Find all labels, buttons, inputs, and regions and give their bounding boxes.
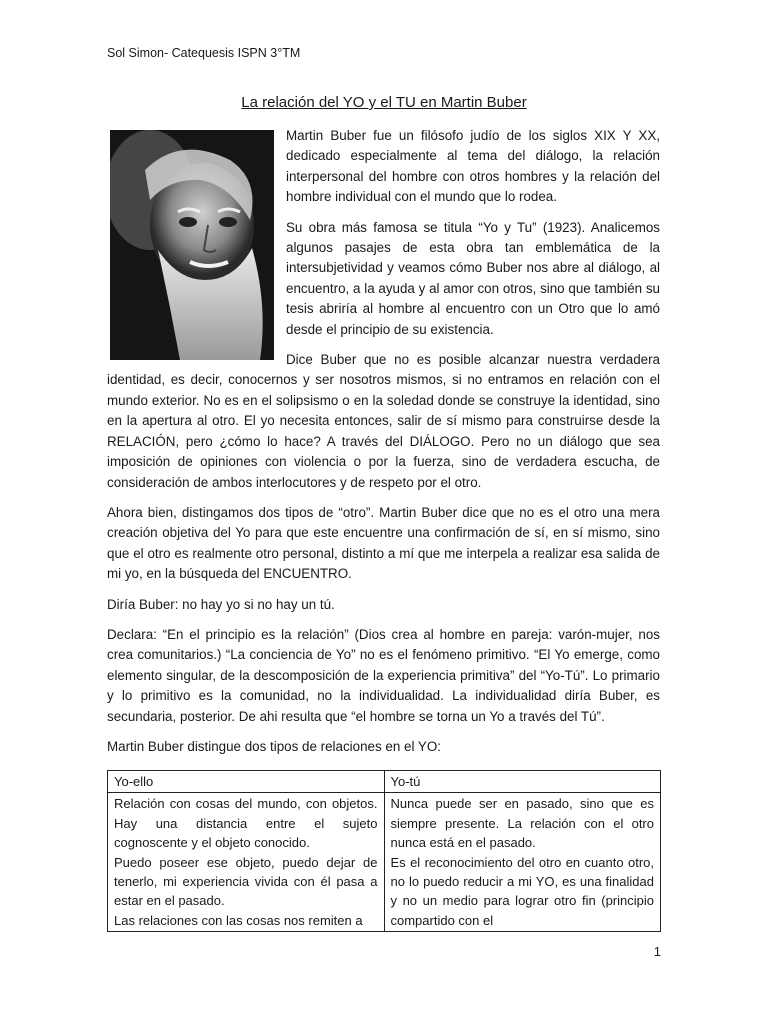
cell-text: Puedo poseer ese objeto, puedo dejar de tenerlo, mi experiencia vivida con él pasa a estar en el pasado. (114, 854, 378, 909)
paragraph: Martin Buber distingue dos tipos de relaciones en el YO: (107, 738, 441, 754)
paragraph: Dice Buber que no es posible alcanzar nuestra verdadera identidad, es decir, conocernos y ser nosotros mismos, si no entramos en relación con el mundo exterior. No es en el solipsismo o en la soledad donde se construye la identidad, sino en la apertura al otro. El yo necesita entonces, salir de sí mismo para construirse desde la RELACIÓN, pero ¿cómo lo hace? A través del DIÁLOGO. Pero no un diálogo que sea imposición de opiniones con violencia o por la fuerza, sino de verdadera escucha, de consideración de ambos interlocutores y de respeto por el otro. (107, 352, 660, 490)
table-row (108, 793, 661, 932)
table-cell-yo-tu (384, 793, 661, 932)
cell-text: Las relaciones con las cosas nos remiten a (114, 912, 363, 928)
table-header-yo-tu: Yo-tú (384, 771, 661, 793)
paragraph: Declara: “En el principio es la relación” (Dios crea al hombre en pareja: varón-mujer, nos crea comunitarios.) “La conciencia de Yo” no es el fenómeno primitivo. “El Yo emerge, como elemento singular, de la descomposición de la experiencia primitiva” del “Yo-Tú”. Lo primario y lo primitivo es la comunidad, no la individualidad. La individualidad diría Buber, es secundaria, posterior. De ahi resulta que “el hombre se torna un Yo a través del Tú”. (107, 626, 660, 724)
document-title: La relación del YO y el TU en Martin Buber (241, 94, 527, 111)
photo-spacer (107, 126, 282, 360)
cell-text: Nunca puede ser en pasado, sino que es siempre presente. La relación con el otro nunca está en el pasado. (390, 796, 654, 851)
table-header-row (108, 771, 661, 793)
body-text (107, 126, 660, 767)
table-header-yo-ello: Yo-ello (108, 771, 385, 793)
paragraph: Su obra más famosa se titula “Yo y Tu” (1923). Analicemos algunos pasajes de esta obra tan emblemática de la intersubjetividad y veamos cómo Buber nos abre al diálogo, al encuentro, a la ayuda y al amor con otros, sino que también su tesis abriría al hombre al encuentro con un Otro que lo amó desde el principio de su existencia. (286, 219, 660, 337)
cell-text: Es el reconocimiento del otro en cuanto otro, no lo puedo reducir a mi YO, es una finalidad y no un medio para lograr otro fin (principio compartido con el (390, 854, 654, 928)
page-number: 1 (653, 944, 661, 959)
cell-text: Relación con cosas del mundo, con objetos. Hay una distancia entre el sujeto cognoscente y el objeto conocido. (114, 796, 378, 851)
relations-table (107, 770, 661, 932)
paragraph: Martin Buber fue un filósofo judío de los siglos XIX Y XX, dedicado especialmente al tema del diálogo, la relación interpersonal del hombre con otros hombres y la relación del hombre individual con el mundo que lo rodea. (286, 128, 660, 205)
paragraph: Ahora bien, distingamos dos tipos de “otro”. Martin Buber dice que no es el otro una mera creación objetiva del Yo para que este encuentre una confirmación de sí, en sí mismo, sino que el otro es realmente otro personal, distinto a mí que me interpela a realizar esa salida de mi yo, en la búsqueda del ENCUENTRO. (107, 504, 660, 582)
table-cell-yo-ello (108, 793, 385, 932)
page-header: Sol Simon- Catequesis ISPN 3°TM (107, 46, 301, 60)
paragraph: Diría Buber: no hay yo si no hay un tú. (107, 596, 335, 612)
